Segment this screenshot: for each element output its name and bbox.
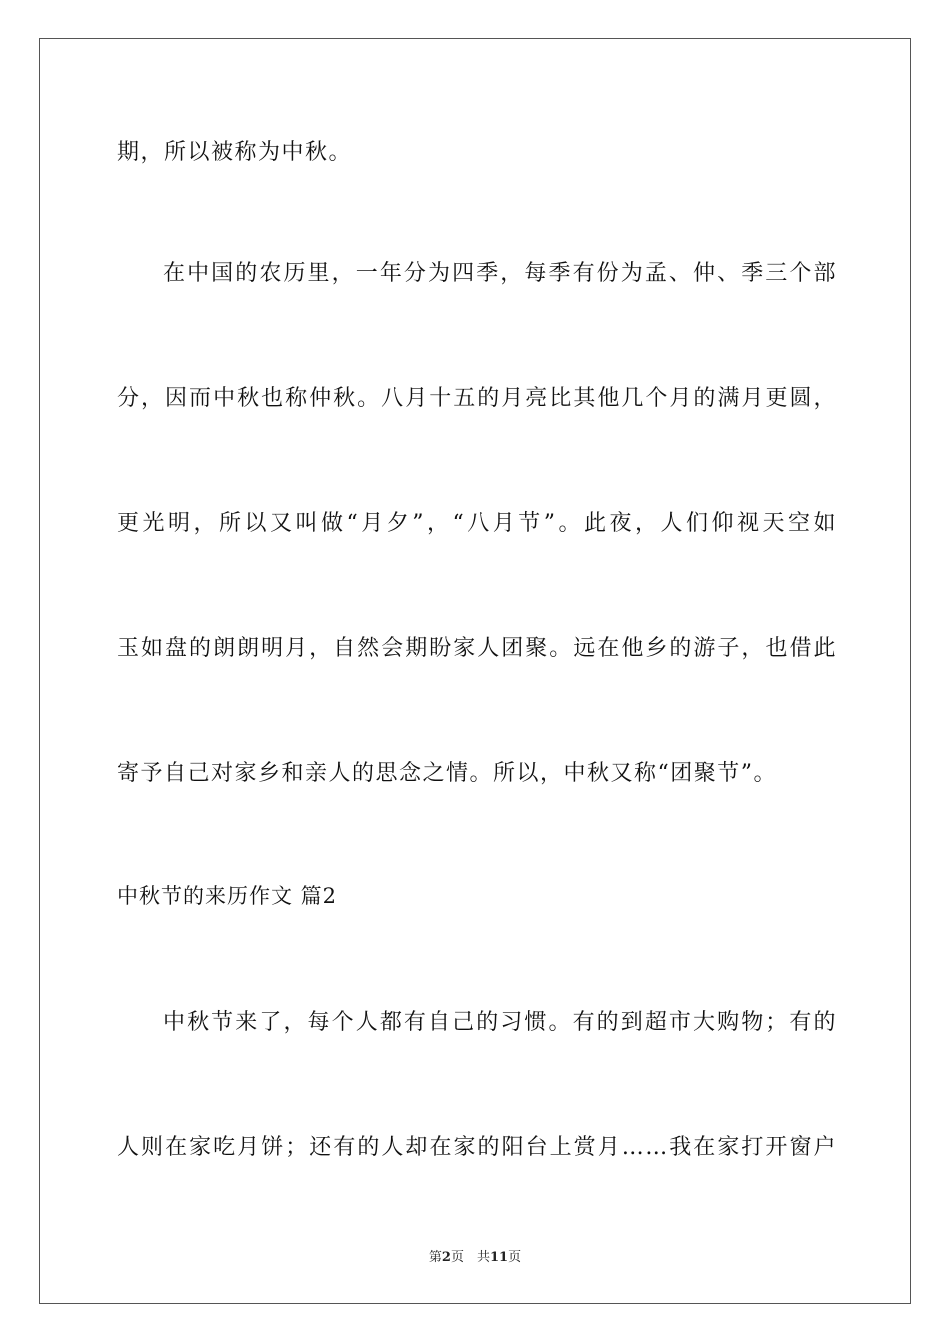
page-border (39, 38, 911, 1304)
section-heading: 中秋节的来历作文 篇2 (117, 884, 338, 908)
body-line-4: 更光明，所以又叫做“月夕”，“八月节”。此夜，人们仰视天空如 (117, 511, 837, 536)
body-line-3: 分，因而中秋也称仲秋。八月十五的月亮比其他几个月的满月更圆， (117, 386, 837, 411)
footer-suffix: 页 (508, 1250, 522, 1265)
body-line-8: 人则在家吃月饼；还有的人却在家的阳台上赏月……我在家打开窗户 (117, 1135, 837, 1160)
footer-page-number: 2 (441, 1250, 451, 1265)
body-line-1: 期，所以被称为中秋。 (117, 140, 353, 165)
body-line-7: 中秋节来了，每个人都有自己的习惯。有的到超市大购物；有的 (163, 1010, 837, 1035)
footer-mid: 页 共 (450, 1250, 490, 1265)
footer-prefix: 第 (428, 1250, 442, 1265)
footer-total-pages: 11 (489, 1250, 509, 1265)
body-line-5: 玉如盘的朗朗明月，自然会期盼家人团聚。远在他乡的游子，也借此 (117, 636, 837, 661)
body-line-6: 寄予自己对家乡和亲人的思念之情。所以，中秋又称“团聚节”。 (117, 761, 777, 786)
body-line-2: 在中国的农历里，一年分为四季，每季有份为孟、仲、季三个部 (163, 261, 837, 286)
page-footer (0, 1246, 950, 1265)
